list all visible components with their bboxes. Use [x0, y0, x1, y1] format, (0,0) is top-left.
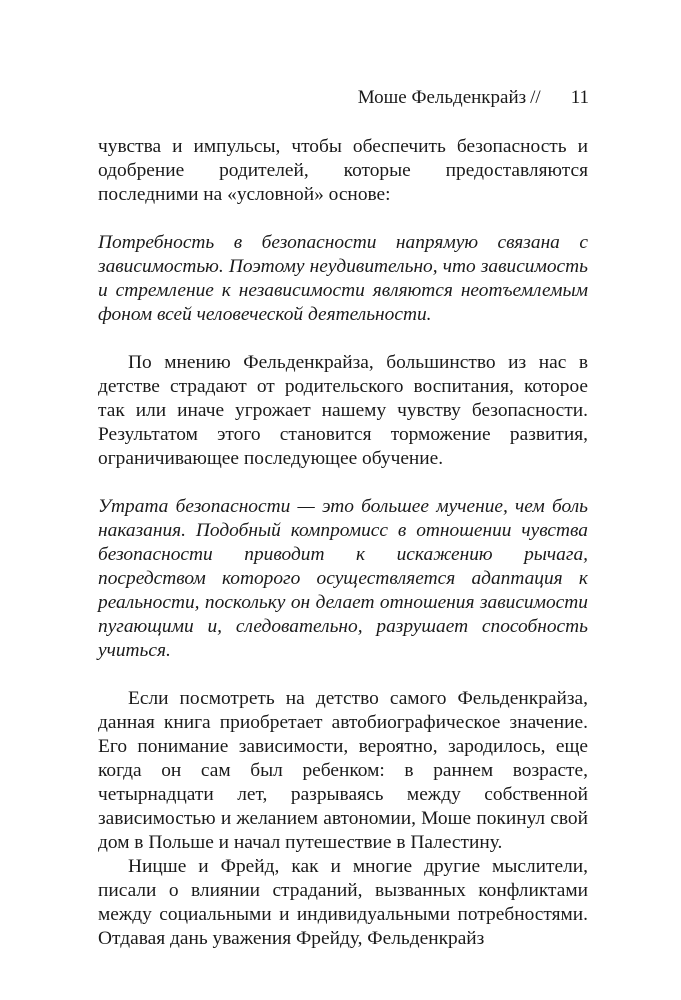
quote-1: Потребность в безопасности напрямую связана с зависимостью. Поэтому неудивительно, что зависимость и стремление к независимости являются неотъемлемым фоном всей человеческой деятельности.	[98, 232, 588, 325]
paragraph-3: Если посмотреть на детство самого Фельденкрайза, данная книга приобретает автобиографическое значение. Его понимание зависимости, вероятно, зародилось, еще когда он сам был ребенком: в раннем возрасте, четырнадцати лет, разрываясь между собственной зависимостью и желанием автономии, Моше покинул свой дом в Польше и начал путешествие в Палестину.	[98, 688, 588, 853]
page-body	[98, 135, 588, 951]
spacer	[98, 327, 588, 351]
header-separator: //	[530, 87, 541, 108]
paragraph-1: чувства и импульсы, чтобы обеспечить безопасность и одобрение родителей, которые предоставляются последними на «условной» основе:	[98, 136, 588, 205]
paragraph-2: По мнению Фельденкрайза, большинство из нас в детстве страдают от родительского воспитания, которое так или иначе угрожает нашему чувству безопасности. Результатом этого становится торможение развития, ограничивающее последующее обучение.	[98, 352, 588, 469]
spacer	[98, 663, 588, 687]
quote-2: Утрата безопасности — это большее мучение, чем боль наказания. Подобный компромисс в отношении чувства безопасности приводит к искажению рычага, посредством которого осуществляется адаптация к реальности, поскольку он делает отношения зависимости пугающими и, следовательно, разрушает способность учиться.	[98, 496, 588, 661]
page-number: 11	[570, 87, 589, 108]
header-author: Моше Фельденкрайз	[357, 87, 527, 108]
running-head	[0, 86, 589, 110]
paragraph-4: Ницше и Фрейд, как и многие другие мыслители, писали о влиянии страданий, вызванных конфликтами между социальными и индивидуальными потребностями. Отдавая дань уважения Фрейду, Фельденкрайз	[98, 856, 588, 949]
